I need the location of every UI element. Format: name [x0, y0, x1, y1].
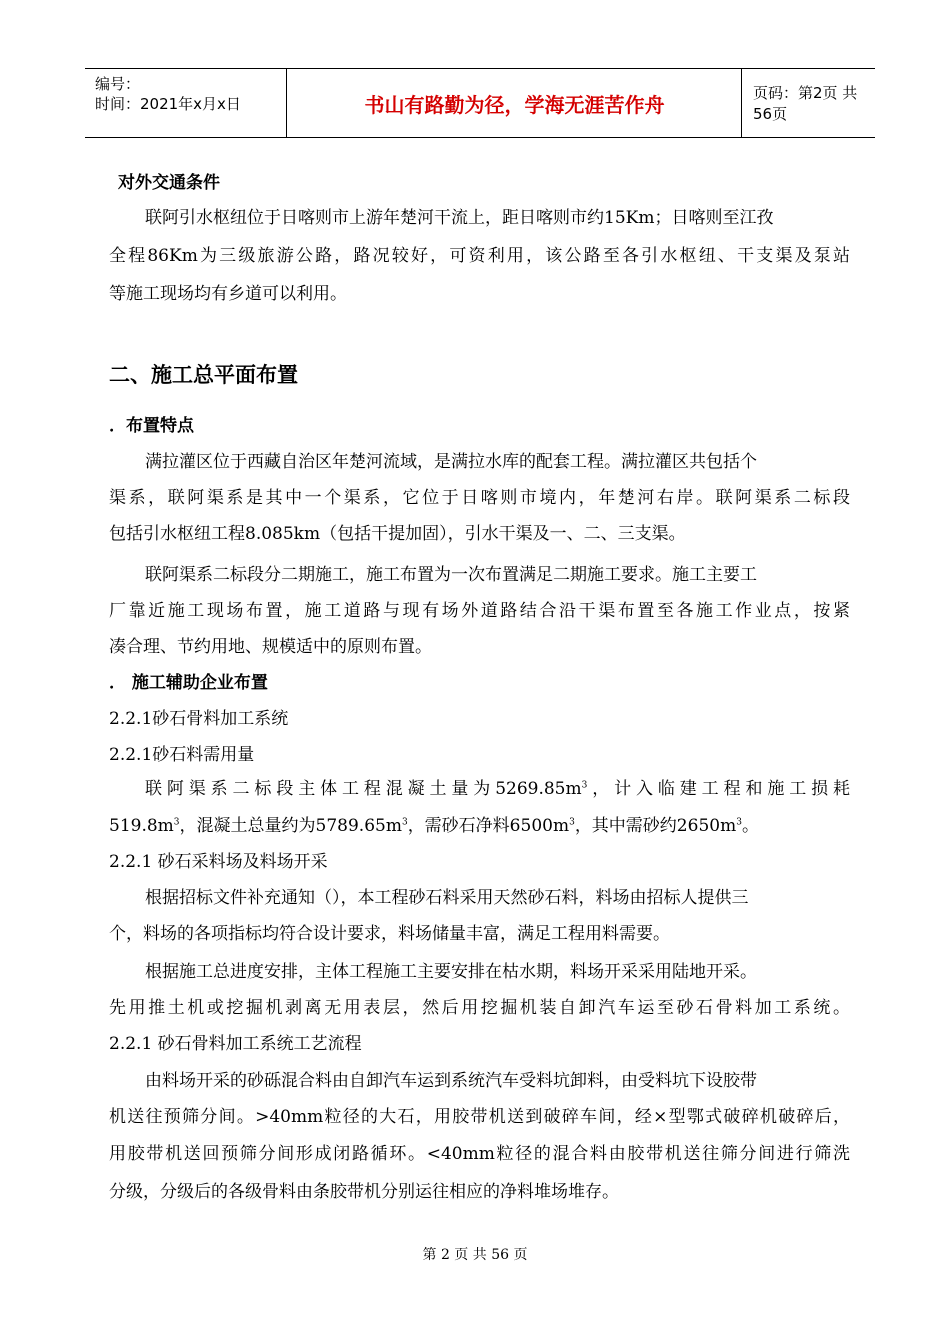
- header-motto: 书山有路勤为径，学海无涯苦作舟: [288, 69, 742, 137]
- paragraph-line: 联阿渠系二标段主体工程混凝土量为$5269.85m^3$，计入临建工程和施工损耗: [145, 779, 851, 799]
- paragraph-line: 联阿渠系二标段分二期施工，施工布置为一次布置满足二期施工要求。施工主要工: [145, 565, 757, 585]
- doc-number-label: 编号：: [95, 75, 141, 93]
- subsection-heading: ．布置特点: [109, 416, 194, 436]
- paragraph-line: 凑合理、节约用地、规模适中的原则布置。: [109, 637, 432, 657]
- paragraph-line: 先用推土机或挖掘机剥离无用表层，然后用挖掘机装自卸汽车运至砂石骨料加工系统。: [109, 998, 850, 1018]
- header-page-info: 页码：第2页 共56页: [753, 84, 858, 123]
- numbered-heading: 2.2.1 砂石骨料加工系统工艺流程: [109, 1034, 362, 1054]
- paragraph-line: $519.8m^3$，混凝土总量约为$5789.65m^3$，需砂石净料$6500m^3$，其中需砂约$2650m^3$。: [109, 816, 759, 836]
- paragraph-line: 机送往预筛分间。>40mm粒径的大石，用胶带机送到破碎车间，经×型鄂式破碎机破碎后，: [109, 1107, 850, 1127]
- numbered-heading: 2.2.1砂石料需用量: [109, 745, 255, 765]
- paragraph-line: 等施工现场均有乡道可以利用。: [109, 284, 347, 304]
- paragraph-line: 满拉灌区位于西藏自治区年楚河流域，是满拉水库的配套工程。满拉灌区共包括个: [145, 452, 757, 472]
- paragraph-line: 联阿引水枢纽位于日喀则市上游年楚河干流上，距日喀则市约15Km；日喀则至江孜: [145, 208, 774, 228]
- section-heading: 二、施工总平面布置: [109, 363, 298, 387]
- paragraph-line: 用胶带机送回预筛分间形成闭路循环。<40mm粒径的混合料由胶带机送往筛分间进行筛洗: [109, 1144, 850, 1164]
- paragraph-line: 渠系，联阿渠系是其中一个渠系，它位于日喀则市境内，年楚河右岸。联阿渠系二标段: [109, 488, 850, 508]
- page-footer: 第 2 页 共 56 页: [422, 1247, 528, 1263]
- numbered-heading: 2.2.1砂石骨料加工系统: [109, 709, 289, 729]
- paragraph-line: 厂靠近施工现场布置，施工道路与现有场外道路结合沿干渠布置至各施工作业点，按紧: [109, 601, 850, 621]
- paragraph-line: 根据施工总进度安排，主体工程施工主要安排在枯水期，料场开采采用陆地开采。: [145, 962, 757, 982]
- header-meta: [85, 69, 287, 137]
- doc-time-label: 时间：2021年x月x日: [95, 95, 241, 113]
- numbered-heading: 2.2.1 砂石采料场及料场开采: [109, 852, 328, 872]
- subsection-heading: ． 施工辅助企业布置: [109, 673, 268, 693]
- paragraph-line: 个，料场的各项指标均符合设计要求，料场储量丰富，满足工程用料需要。: [109, 924, 670, 944]
- paragraph-line: 由料场开采的砂砾混合料由自卸汽车运到系统汽车受料坑卸料，由受料坑下设胶带: [145, 1071, 757, 1091]
- page-header: [85, 68, 875, 138]
- paragraph-line: 全程86Km为三级旅游公路，路况较好，可资利用，该公路至各引水枢纽、干支渠及泵站: [109, 246, 850, 266]
- paragraph-line: 分级，分级后的各级骨料由条胶带机分别运往相应的净料堆场堆存。: [109, 1182, 619, 1202]
- traffic-heading: 对外交通条件: [118, 173, 220, 193]
- paragraph-line: 包括引水枢纽工程8.085km（包括干提加固），引水干渠及一、二、三支渠。: [109, 524, 686, 544]
- paragraph-line: 根据招标文件补充通知（），本工程砂石料采用天然砂石料，料场由招标人提供三: [145, 888, 749, 908]
